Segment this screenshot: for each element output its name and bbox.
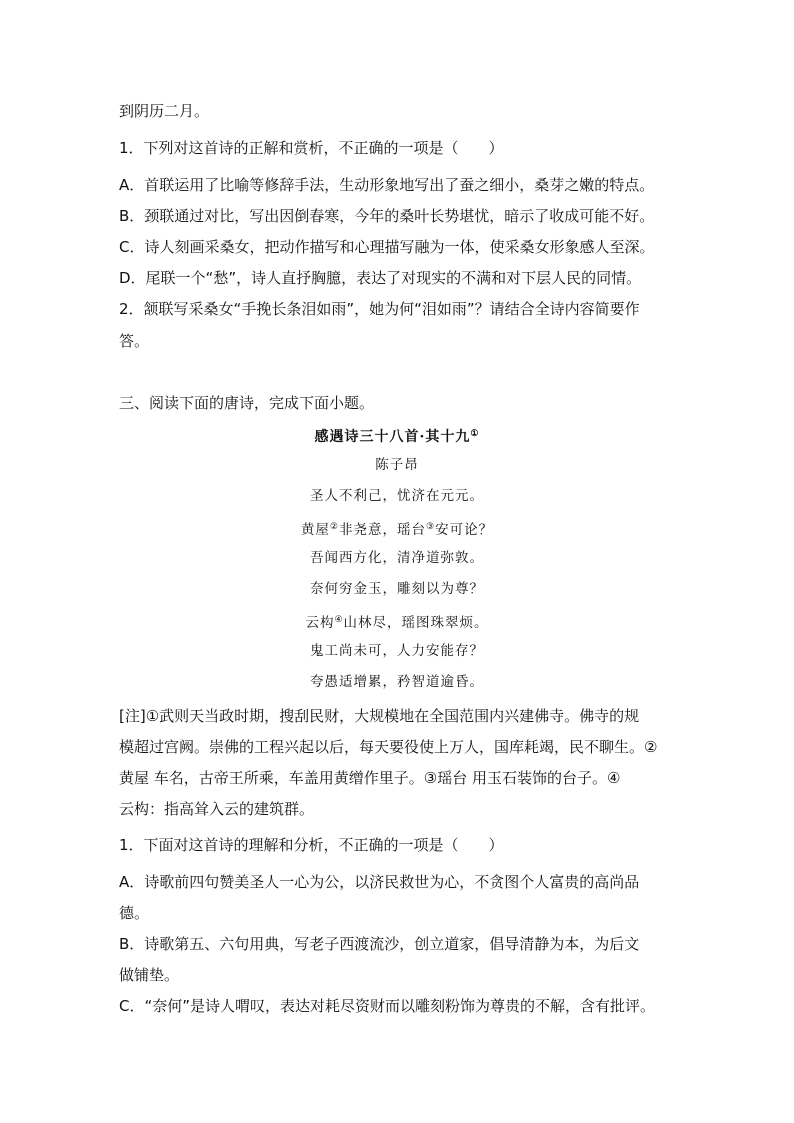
option-c: C．“奈何”是诗人喟叹，表达对耗尽资财而以雕刻粉饰为尊贵的不解，含有批评。 <box>119 997 656 1015</box>
poem-title-note: ① <box>470 429 480 439</box>
poem-author: 陈子昂 <box>375 457 419 473</box>
question-1: 1．下面对这首诗的理解和分析，不正确的一项是（ ） <box>119 836 504 854</box>
poem-line-2-note-1: ② <box>329 522 339 532</box>
prev-option-d: D．尾联一个“愁”，诗人直抒胸臆，表达了对现实的不满和对下层人民的同情。 <box>119 269 642 287</box>
poem-line-2-a: 黄屋 <box>300 522 330 538</box>
poem-line-5-a: 云构 <box>305 615 335 631</box>
poem-note-line-3: 黄屋 车名，古帝王所乘，车盖用黄缯作里子。③瑶台 用玉石装饰的台子。④ <box>119 769 621 787</box>
poem-line-5-note: ④ <box>334 615 344 625</box>
poem-line-5-b: 山林尽，瑶图珠翠烦。 <box>343 615 489 631</box>
poem-note-line-1: [注]①武则天当政时期，搜刮民财，大规模地在全国范围内兴建佛寺。佛寺的规 <box>119 707 640 725</box>
poem-line-3: 吾闻西方化，清净道弥敦。 <box>310 550 484 566</box>
prev-option-a: A．首联运用了比喻等修辞手法，生动形象地写出了蚕之细小，桑芽之嫩的特点。 <box>119 176 655 194</box>
poem-line-2-note-2: ③ <box>426 522 436 532</box>
poem-note-line-2: 模超过宫阙。崇佛的工程兴起以后，每天要役使上万人，国库耗竭，民不聊生。② <box>119 738 658 756</box>
poem-line-7: 夸愚适增累，矜智道逾昏。 <box>310 674 484 690</box>
option-a-cont: 德。 <box>119 904 150 922</box>
poem-line-2-b: 非尧意，瑶台 <box>339 522 426 538</box>
poem-line-4: 奈何穷金玉，雕刻以为尊？ <box>310 581 484 597</box>
prev-question-2-cont: 答。 <box>119 332 150 350</box>
poem-title <box>0 424 794 447</box>
poem-note-line-4: 云构：指高耸入云的建筑群。 <box>119 800 315 818</box>
option-b-cont: 做铺垫。 <box>119 966 180 984</box>
poem-title-text: 感遇诗三十八首·其十九 <box>314 429 471 445</box>
option-a: A．诗歌前四句赞美圣人一心为公，以济民救世为心，不贪图个人富贵的高尚品 <box>119 873 640 891</box>
prev-option-b: B．颈联通过对比，写出因倒春寒，今年的桑叶长势堪忧，暗示了收成可能不好。 <box>119 207 655 225</box>
poem-line-2 <box>0 517 794 540</box>
option-b: B．诗歌第五、六句用典，写老子西渡流沙，创立道家，倡导清静为本，为后文 <box>119 935 640 953</box>
prev-question-1: 1．下列对这首诗的正解和赏析，不正确的一项是（ ） <box>119 139 504 157</box>
poem-line-1: 圣人不利己，忧济在元元。 <box>310 488 484 504</box>
prev-option-c: C．诗人刻画采桑女，把动作描写和心理描写融为一体，使采桑女形象感人至深。 <box>119 238 655 256</box>
poem-line-2-c: 安可论？ <box>435 522 494 538</box>
prev-passage-tail: 到阴历二月。 <box>119 102 210 120</box>
poem-line-5 <box>0 610 794 633</box>
section-3-heading: 三、阅读下面的唐诗，完成下面小题。 <box>119 394 375 412</box>
prev-question-2: 2．颔联写采桑女“手挽长条泪如雨”，她为何“泪如雨”？请结合全诗内容简要作 <box>119 300 640 318</box>
poem-line-6: 鬼工尚未可，人力安能存？ <box>310 643 484 659</box>
